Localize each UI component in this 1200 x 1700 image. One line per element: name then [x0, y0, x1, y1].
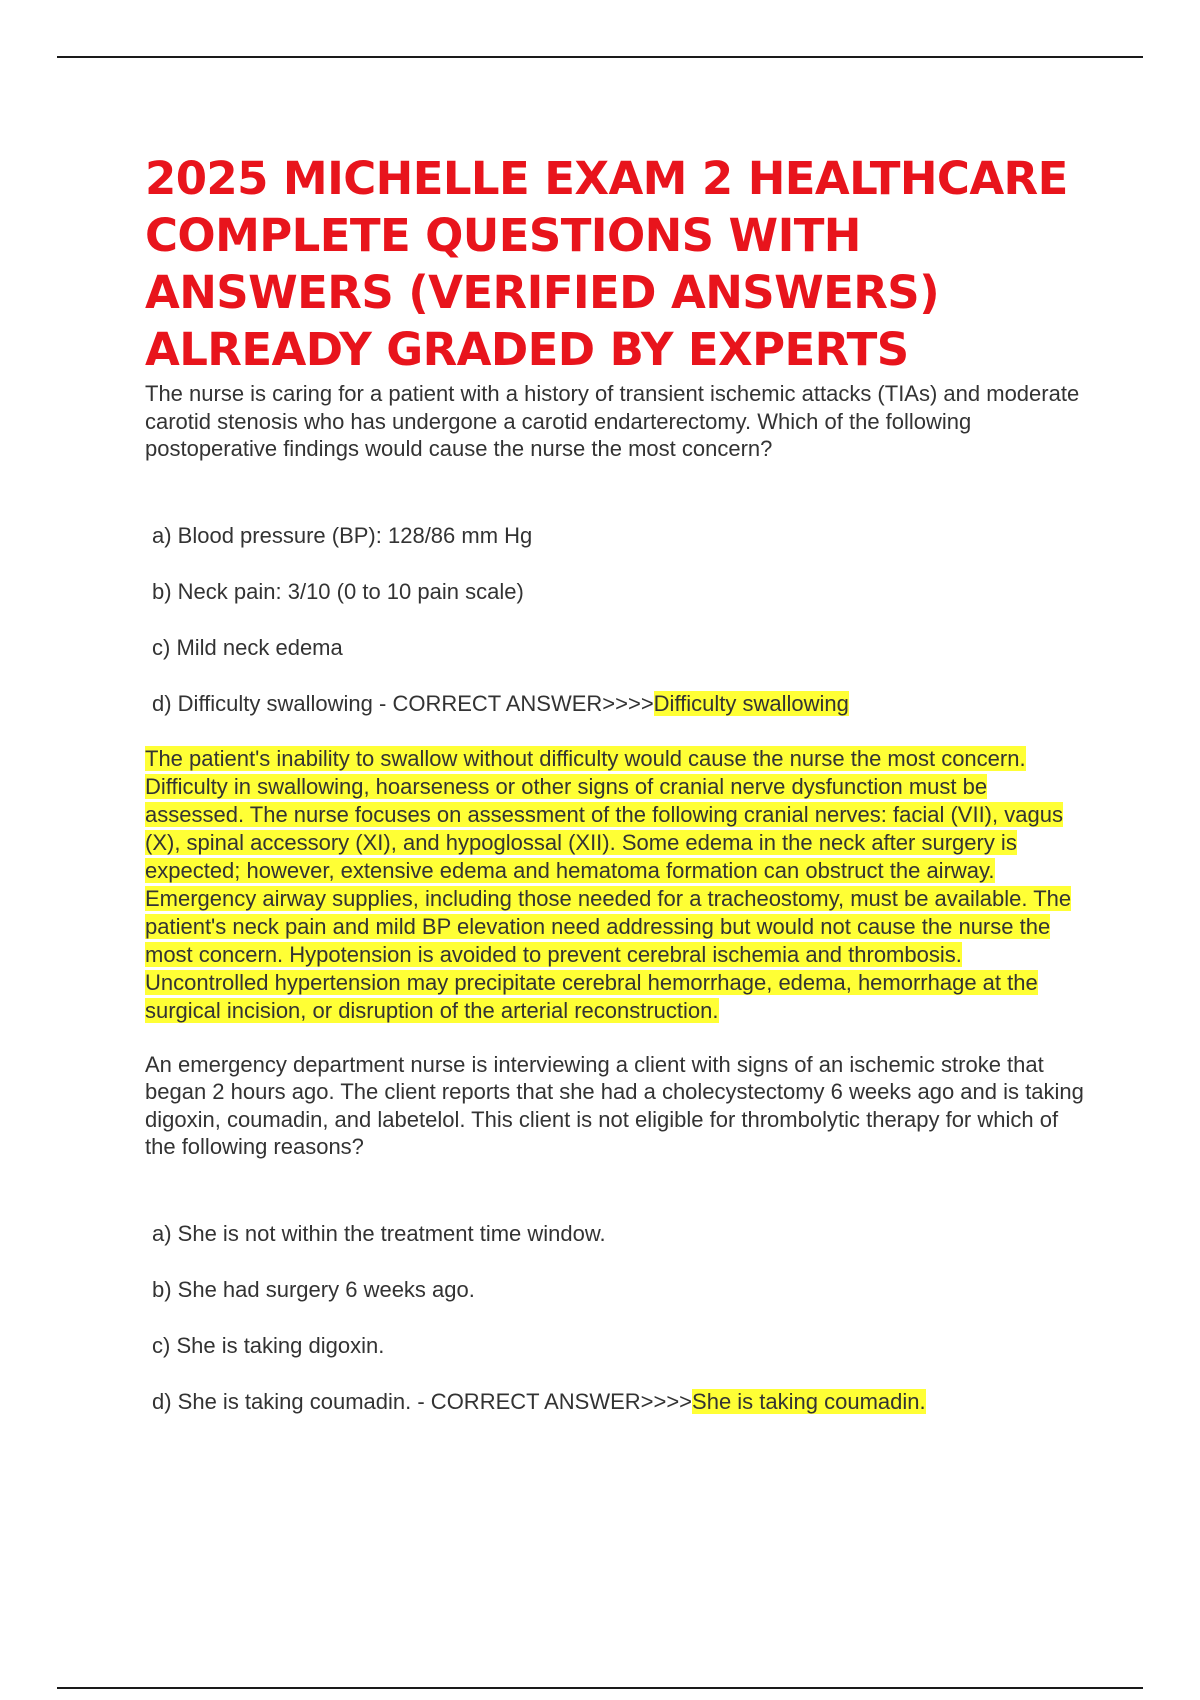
- option-b: b) Neck pain: 3/10 (0 to 10 pain scale): [152, 578, 524, 604]
- explanation-highlight: The patient's inability to swallow without difficulty would cause the nurse the most concern. Difficulty in swallowing, hoarseness or other signs of cranial nerve dysfunction must be assessed. The nurse focuses on assessment of the following cranial nerves: facial (VII), vagus (X), spinal accessory (XI), and hypoglossal (XII). Some edema in the neck after surgery is expected; however, extensive edema and hematoma formation can obstruct the airway. Emergency airway supplies, including those needed for a tracheostomy, must be available. The patient's neck pain and mild BP elevation need addressing but would not cause the nurse the most concern. Hypotension is avoided to prevent cerebral ischemia and thrombosis. Uncontrolled hypertension may precipitate cerebral hemorrhage, edema, hemorrhage at the surgical incision, or disruption of the arterial reconstruction.: [145, 745, 1072, 1023]
- question-stem: The nurse is caring for a patient with a history of transient ischemic attacks (TIAs) and moderate carotid stenosis who has undergone a carotid endarterectomy. Which of the following postoperative findings would cause the nurse the most concern?: [145, 381, 1080, 461]
- option-b: b) She had surgery 6 weeks ago.: [152, 1276, 475, 1302]
- question-stem: An emergency department nurse is interviewing a client with signs of an ischemic stroke that began 2 hours ago. The client reports that she had a cholecystectomy 6 weeks ago and is taking digoxin, coumadin, and labetelol. This client is not eligible for thrombolytic therapy for which of the following reasons?: [145, 1051, 1084, 1159]
- option-d-text: d) Difficulty swallowing - CORRECT ANSWER>>>>: [152, 690, 654, 716]
- bottom-rule: [57, 1687, 1143, 1689]
- document-title: 2025 MICHELLE EXAM 2 HEALTHCARE COMPLETE QUESTIONS WITH ANSWERS (VERIFIED ANSWERS) ALREADY GRADED BY EXPERTS: [145, 152, 1068, 376]
- option-a: a) Blood pressure (BP): 128/86 mm Hg: [152, 522, 533, 548]
- answer-options: [145, 521, 1090, 719]
- correct-answer-highlight: She is taking coumadin.: [692, 1388, 926, 1414]
- option-c: c) Mild neck edema: [152, 634, 343, 660]
- correct-answer-highlight: Difficulty swallowing: [653, 690, 849, 716]
- question-1: [145, 380, 1090, 1025]
- question-2: [145, 1051, 1090, 1417]
- option-c: c) She is taking digoxin.: [152, 1332, 385, 1358]
- top-rule: [57, 56, 1143, 58]
- option-d: [152, 1387, 1090, 1417]
- answer-options: [145, 1219, 1090, 1417]
- answer-explanation: [145, 745, 1090, 1025]
- document-body: [145, 150, 1090, 1443]
- option-a: a) She is not within the treatment time window.: [152, 1220, 606, 1246]
- option-d: [152, 689, 1090, 719]
- option-d-text: d) She is taking coumadin. - CORRECT ANSWER>>>>: [152, 1388, 693, 1414]
